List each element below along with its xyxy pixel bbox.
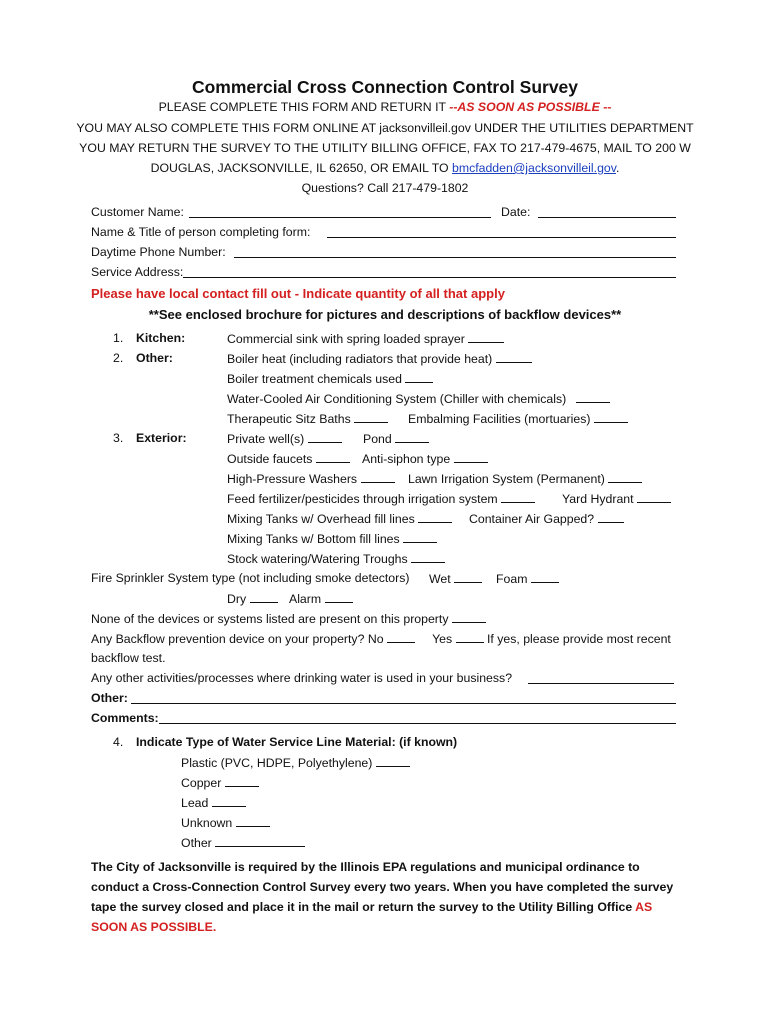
lawn-irrigation-qty[interactable] <box>608 471 642 483</box>
pressure-washers-qty[interactable] <box>361 471 395 483</box>
fire-alarm-qty[interactable] <box>325 591 353 603</box>
boiler-heat-qty[interactable] <box>496 351 532 363</box>
item-boiler-chemicals: Boiler treatment chemicals used <box>227 371 433 387</box>
material-lead-field[interactable] <box>212 795 246 807</box>
date-field[interactable] <box>538 217 676 218</box>
feed-fertilizer-qty[interactable] <box>501 491 535 503</box>
closing-paragraph <box>91 857 681 937</box>
anti-siphon-qty[interactable] <box>454 451 488 463</box>
intro-line-4: DOUGLAS, JACKSONVILLE, IL 62650, OR EMAIL TO bmcfadden@jacksonvilleil.gov. <box>150 161 620 175</box>
material-other: Other <box>181 835 305 851</box>
closing-text: The City of Jacksonville is required by the Illinois EPA regulations and municipal ordinance to conduct a Cross-Connection Control Survey every two years. When you have completed the survey tape the survey closed and place it in the mail or return the survey to the Utility Billing Office <box>91 860 674 914</box>
material-copper-field[interactable] <box>225 775 259 787</box>
pond-qty[interactable] <box>395 431 429 443</box>
fire-dry: Dry <box>227 591 278 607</box>
questions-line: Questions? Call 217-479-1802 <box>301 181 469 195</box>
material-lead: Lead <box>181 795 246 811</box>
commercial-sink-qty[interactable] <box>468 331 504 343</box>
item-container-air-gapped: Container Air Gapped? <box>469 511 624 527</box>
item-embalming: Embalming Facilities (mortuaries) <box>408 411 628 427</box>
sitz-baths-qty[interactable] <box>354 411 388 423</box>
date-label: Date: <box>501 205 531 219</box>
other-activities-field[interactable] <box>528 683 674 684</box>
fire-wet: Wet <box>429 571 482 587</box>
item-yard-hydrant: Yard Hydrant <box>562 491 671 507</box>
material-copper: Copper <box>181 775 259 791</box>
container-air-gapped-qty[interactable] <box>598 511 624 523</box>
fire-wet-qty[interactable] <box>454 571 482 583</box>
intro-address-text: DOUGLAS, JACKSONVILLE, IL 62650, OR EMAIL TO <box>150 161 452 175</box>
fire-sprinkler-label: Fire Sprinkler System type (not including smoke detectors) <box>91 571 410 585</box>
item-water-cooled-ac: Water-Cooled Air Conditioning System (Chiller with chemicals) <box>227 391 610 407</box>
item-pressure-washers: High-Pressure Washers <box>227 471 395 487</box>
section-exterior-label: Exterior: <box>136 431 187 445</box>
section-4-label: Indicate Type of Water Service Line Material: (if known) <box>136 735 458 749</box>
address-label: Service Address: <box>91 265 184 279</box>
section-1-number: 1. <box>113 331 124 345</box>
item-lawn-irrigation: Lawn Irrigation System (Permanent) <box>408 471 642 487</box>
item-mixing-overhead: Mixing Tanks w/ Overhead fill lines <box>227 511 452 527</box>
form-title: Commercial Cross Connection Control Survey <box>191 77 579 97</box>
outside-faucets-qty[interactable] <box>316 451 350 463</box>
item-feed-fertilizer: Feed fertilizer/pesticides through irrigation system <box>227 491 535 507</box>
yard-hydrant-qty[interactable] <box>637 491 671 503</box>
boiler-chemicals-qty[interactable] <box>405 371 433 383</box>
email-link[interactable]: bmcfadden@jacksonvilleil.gov <box>451 161 616 175</box>
item-anti-siphon: Anti-siphon type <box>362 451 488 467</box>
asap-emphasis: --AS SOON AS POSSIBLE -- <box>449 100 612 114</box>
comments-label: Comments: <box>91 711 159 725</box>
address-field[interactable] <box>183 277 676 278</box>
material-other-field[interactable] <box>215 835 305 847</box>
item-pond: Pond <box>363 431 429 447</box>
name-title-field[interactable] <box>327 237 676 238</box>
intro-line-1 <box>0 100 770 115</box>
none-devices-field[interactable] <box>452 611 486 623</box>
item-mixing-bottom: Mixing Tanks w/ Bottom fill lines <box>227 531 437 547</box>
backflow-question: Any Backflow prevention device on your property? No Yes If yes, please provide most recent <box>91 632 671 646</box>
mixing-overhead-qty[interactable] <box>418 511 452 523</box>
backflow-yes-field[interactable] <box>456 631 484 643</box>
mixing-bottom-qty[interactable] <box>403 531 437 543</box>
customer-name-label: Customer Name: <box>91 205 184 219</box>
item-boiler-heat: Boiler heat (including radiators that provide heat) <box>227 351 532 367</box>
section-other-label: Other: <box>136 351 173 365</box>
fire-alarm: Alarm <box>289 591 353 607</box>
item-private-wells: Private well(s) <box>227 431 342 447</box>
backflow-test-line: backflow test. <box>91 651 166 665</box>
name-title-label: Name & Title of person completing form: <box>91 225 311 239</box>
section-3-number: 3. <box>113 431 124 445</box>
material-plastic-field[interactable] <box>376 755 410 767</box>
water-cooled-ac-qty[interactable] <box>576 391 610 403</box>
material-unknown: Unknown <box>181 815 270 831</box>
item-stock-watering: Stock watering/Watering Troughs <box>227 551 445 567</box>
intro-line-3: YOU MAY RETURN THE SURVEY TO THE UTILITY BILLING OFFICE, FAX TO 217-479-4675, MAIL TO 200 W <box>79 141 691 155</box>
item-outside-faucets: Outside faucets <box>227 451 350 467</box>
item-sitz-baths: Therapeutic Sitz Baths <box>227 411 388 427</box>
other-label: Other: <box>91 691 128 705</box>
section-2-number: 2. <box>113 351 124 365</box>
intro-return-text: PLEASE COMPLETE THIS FORM AND RETURN IT <box>158 100 450 114</box>
section-4-number: 4. <box>113 735 124 749</box>
material-plastic: Plastic (PVC, HDPE, Polyethylene) <box>181 755 410 771</box>
fire-dry-qty[interactable] <box>250 591 278 603</box>
closing-asap-emphasis: AS SOON AS POSSIBLE. <box>91 900 653 934</box>
instruction-brochure: **See enclosed brochure for pictures and descriptions of backflow devices** <box>148 307 622 322</box>
other-field[interactable] <box>131 703 676 704</box>
phone-label: Daytime Phone Number: <box>91 245 226 259</box>
other-activities-label: Any other activities/processes where drinking water is used in your business? <box>91 671 513 685</box>
comments-field[interactable] <box>159 723 676 724</box>
customer-name-field[interactable] <box>189 217 491 218</box>
material-unknown-field[interactable] <box>236 815 270 827</box>
backflow-no-field[interactable] <box>387 631 415 643</box>
section-kitchen-label: Kitchen: <box>136 331 186 345</box>
embalming-qty[interactable] <box>594 411 628 423</box>
fire-foam: Foam <box>496 571 559 587</box>
intro-line-2: YOU MAY ALSO COMPLETE THIS FORM ONLINE AT jacksonvilleil.gov UNDER THE UTILITIES DEPARTMENT <box>76 121 694 135</box>
fire-foam-qty[interactable] <box>531 571 559 583</box>
private-wells-qty[interactable] <box>308 431 342 443</box>
item-commercial-sink: Commercial sink with spring loaded sprayer <box>227 331 504 347</box>
instruction-red: Please have local contact fill out - Indicate quantity of all that apply <box>91 286 505 301</box>
stock-watering-qty[interactable] <box>411 551 445 563</box>
phone-field[interactable] <box>234 257 676 258</box>
none-devices-line: None of the devices or systems listed are present on this property <box>91 611 486 627</box>
